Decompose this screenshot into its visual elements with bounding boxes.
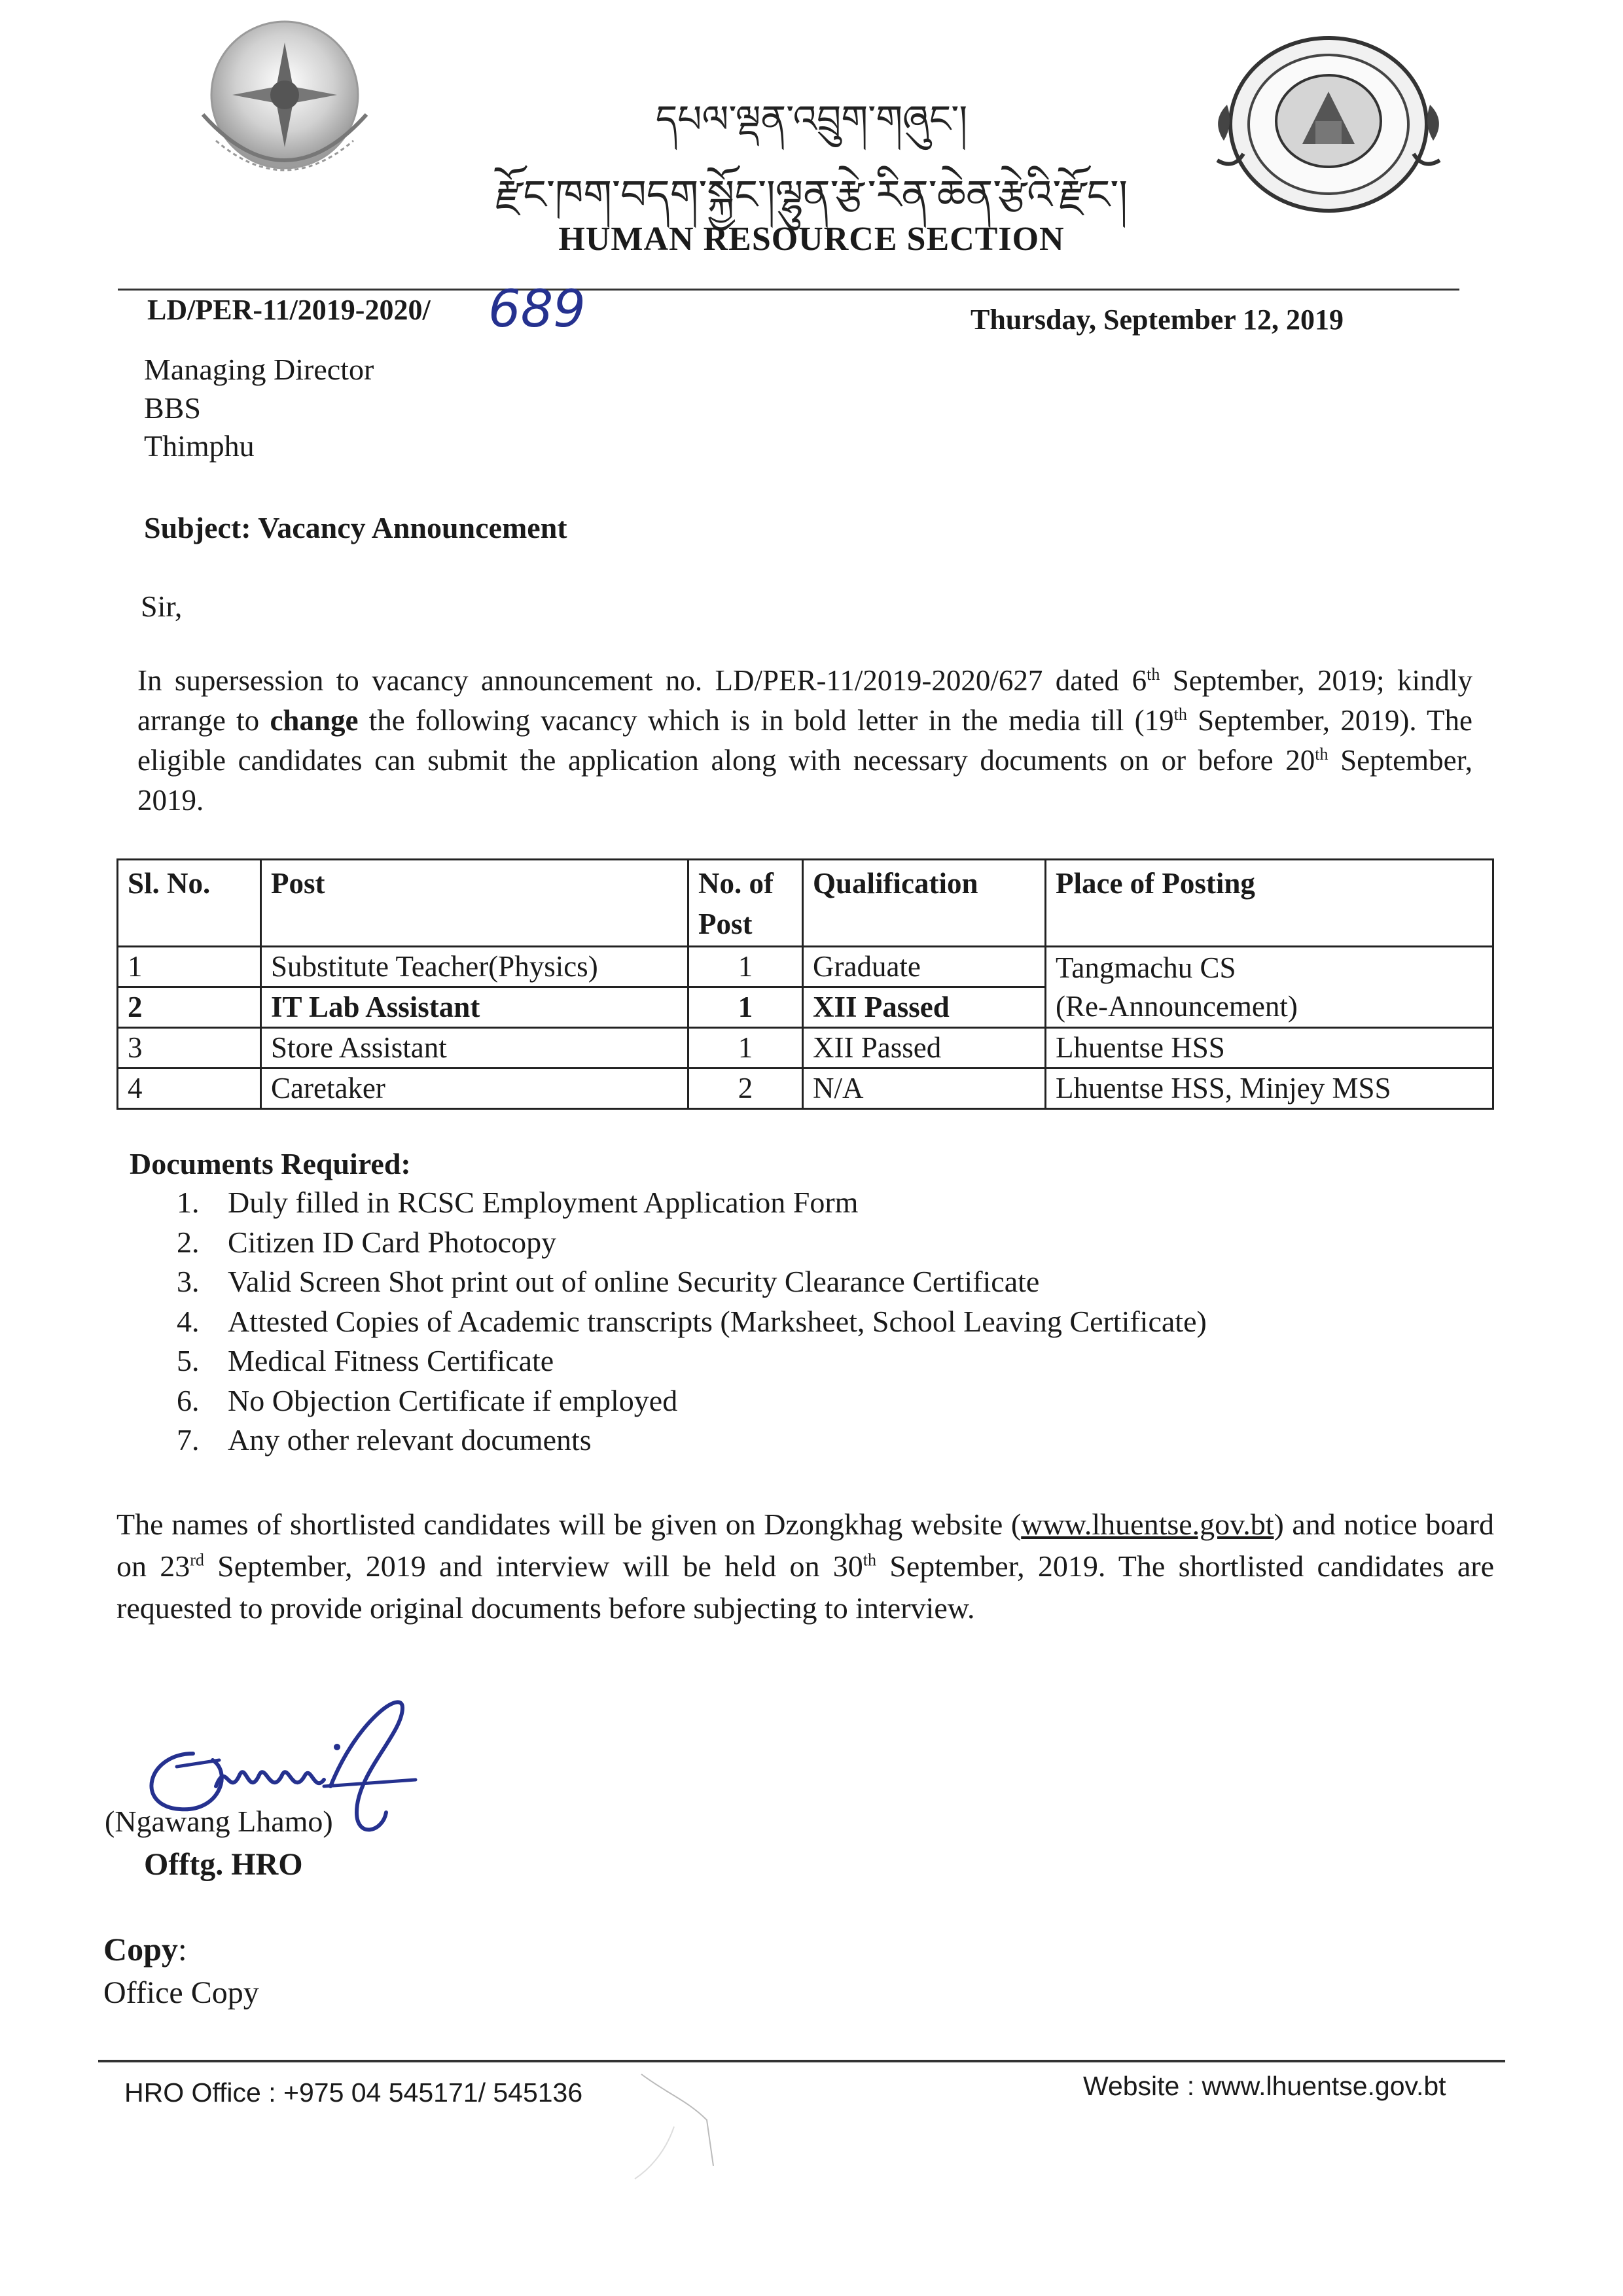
cell-place-of-posting: Lhuentse HSS <box>1046 1028 1493 1069</box>
documents-list <box>177 1183 1207 1460</box>
website-link[interactable]: www.lhuentse.gov.bt <box>1021 1508 1274 1541</box>
cell-post: IT Lab Assistant <box>261 987 688 1028</box>
cell-post-count: 1 <box>688 1028 803 1069</box>
place-line: Tangmachu CS <box>1056 951 1236 984</box>
cell-qualification: XII Passed <box>803 987 1046 1028</box>
column-header: Place of Posting <box>1046 860 1493 947</box>
cell-post: Substitute Teacher(Physics) <box>261 947 688 987</box>
signatory-name: (Ngawang Lhamo) <box>105 1805 333 1838</box>
list-item: 2. Citizen ID Card Photocopy <box>177 1225 557 1259</box>
cell-qualification: N/A <box>803 1069 1046 1109</box>
table-row <box>118 947 1493 987</box>
subject-line: Subject: Vacancy Announcement <box>144 511 567 544</box>
reference-number: LD/PER-11/2019-2020/ <box>147 294 431 326</box>
cell-post: Caretaker <box>261 1069 688 1109</box>
table-header-row <box>118 860 1493 947</box>
cell-place-of-posting: Lhuentse HSS, Minjey MSS <box>1046 1069 1493 1109</box>
list-item: 1. Duly filled in RCSC Employment Application Form <box>177 1186 859 1219</box>
addressee-line: Managing Director <box>144 353 374 386</box>
section-title: HUMAN RESOURCE SECTION <box>558 221 1065 258</box>
footer-phone: HRO Office : +975 04 545171/ 545136 <box>124 2077 583 2108</box>
cell-qualification: XII Passed <box>803 1028 1046 1069</box>
cell-place-of-posting <box>1046 947 1493 1028</box>
closing-paragraph: The names of shortlisted candidates will be given on Dzongkhag website (www.lhuentse.gov.bt) and notice board on 23rd September, 2019 and interview will be held on 30th September, 2019. The shortlisted candidates are requested to provide original documents before subjecting to interview. <box>116 1508 1494 1625</box>
header-divider <box>118 289 1459 291</box>
list-item: 4. Attested Copies of Academic transcripts (Marksheet, School Leaving Certificate) <box>177 1304 1207 1338</box>
cell-qualification: Graduate <box>803 947 1046 987</box>
table-row <box>118 1028 1493 1069</box>
list-item: 7. Any other relevant documents <box>177 1423 592 1457</box>
column-header: No. of Post <box>688 860 803 947</box>
footer-divider <box>98 2060 1505 2062</box>
intro-paragraph: In supersession to vacancy announcement no. LD/PER-11/2019-2020/627 dated 6th September, 2019; kindly arrange to change the following vacancy which is in bold letter in the media till (19th September, 2019). The eligible candidates can submit the application along with necessary documents on or before 20th September, 2019. <box>137 664 1473 817</box>
vacancy-table <box>116 858 1494 1110</box>
table-row <box>118 1069 1493 1109</box>
signatory-title: Offtg. HRO <box>144 1847 303 1882</box>
salutation: Sir, <box>141 590 183 623</box>
scan-artifact <box>628 2068 798 2185</box>
list-item: 3. Valid Screen Shot print out of online Security Clearance Certificate <box>177 1265 1040 1298</box>
cell-sl-no: 2 <box>118 987 261 1028</box>
cell-post: Store Assistant <box>261 1028 688 1069</box>
list-item: 6. No Objection Certificate if employed <box>177 1383 678 1417</box>
cell-post-count: 2 <box>688 1069 803 1109</box>
cell-post-count: 1 <box>688 947 803 987</box>
tibetan-heading-line-2: རྫོང་ཁག་བདག་སྐྱོང་།ལྷུན་རྩེ་རིན་ཆེན་རྩེའི་རྫོང་། <box>495 171 1128 219</box>
footer-website: Website : www.lhuentse.gov.bt <box>1083 2071 1446 2101</box>
cell-sl-no: 4 <box>118 1069 261 1109</box>
cell-sl-no: 1 <box>118 947 261 987</box>
column-header: Qualification <box>803 860 1046 947</box>
cell-post-count: 1 <box>688 987 803 1028</box>
column-header: Post <box>261 860 688 947</box>
documents-heading: Documents Required: <box>130 1147 411 1180</box>
handwritten-reference-suffix: 689 <box>488 280 586 339</box>
place-line: (Re-Announcement) <box>1056 989 1298 1023</box>
tibetan-heading-line-1: དཔལ་ལྡན་འབྲུག་གཞུང་། <box>655 97 968 141</box>
list-item: 5. Medical Fitness Certificate <box>177 1344 554 1377</box>
addressee-line: Thimphu <box>144 429 255 463</box>
addressee-line: BBS <box>144 391 201 425</box>
cell-sl-no: 3 <box>118 1028 261 1069</box>
copy-recipient: Office Copy <box>103 1975 259 2010</box>
dzongkhag-seal-icon <box>1204 29 1453 219</box>
column-header: Sl. No. <box>118 860 261 947</box>
copy-label: Copy: <box>103 1931 187 1968</box>
letter-date: Thursday, September 12, 2019 <box>971 304 1344 336</box>
